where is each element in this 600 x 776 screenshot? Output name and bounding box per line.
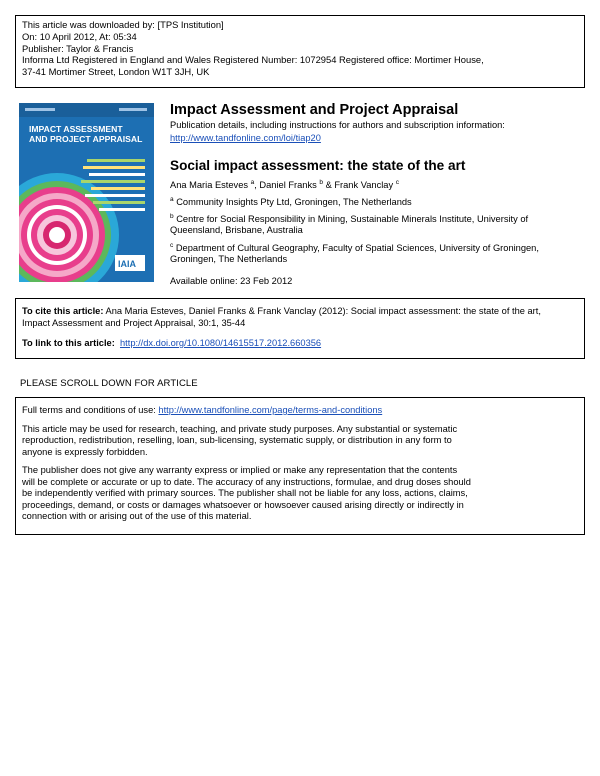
affiliation-c: $^c$ Department of Cultural Geography, Faculty of Spatial Sciences, University of Groningen, Groningen, The Netherlands	[170, 241, 539, 264]
download-date: On: 10 April 2012, At: 05:34	[22, 30, 137, 42]
publication-details: Publication details, including instructions for authors and subscription information:	[170, 120, 505, 130]
journal-link[interactable]: http://www.tandfonline.com/loi/tiap20	[170, 132, 321, 143]
journal-title: Impact Assessment and Project Appraisal	[170, 102, 459, 118]
terms-link[interactable]: http://www.tandfonline.com/page/terms-and-conditions	[158, 405, 383, 415]
author-name: & Frank Vanclay	[323, 180, 394, 190]
citation-text: To cite this article: Ana Maria Esteves, Daniel Franks & Frank Vanclay (2012): Social impact assessment: the state of the art, Impact Assessment and Project Appraisal, 30:1, 35-44	[22, 306, 541, 328]
article-title: Social impact assessment: the state of the art	[170, 158, 466, 173]
registration: Informa Ltd Registered in England and Wales Registered Number: 1072954 Registered office: Mortimer House,	[22, 54, 484, 66]
terms-link-row: Full terms and conditions of use: http://www.tandfonline.com/page/terms-and-conditions	[22, 405, 383, 415]
affiliation-b: $^b$ Centre for Social Responsibility in Mining, Sustainable Minerals Institute, University of Queensland, Brisbane, Australia	[170, 213, 529, 236]
cover-title-line2: AND PROJECT APPRAISAL	[29, 134, 143, 144]
authors	[170, 180, 585, 191]
author-name: , Daniel Franks	[254, 180, 317, 190]
affiliation-marker: c	[170, 241, 174, 249]
terms-box	[15, 397, 585, 535]
author-name: Ana Maria Esteves	[170, 180, 249, 190]
article-link-row	[22, 338, 578, 350]
publisher: Publisher: Taylor & Francis	[22, 42, 134, 54]
author-affiliation-marker: c	[395, 178, 399, 186]
author-affiliation-marker: a	[250, 178, 255, 186]
download-info-box	[15, 15, 585, 88]
address: 37-41 Mortimer Street, London W1T 3JH, UK	[22, 66, 210, 78]
link-label: To link to this article:	[22, 338, 115, 348]
available-online-date: Available online: 23 Feb 2012	[170, 276, 293, 287]
cover-title-line1: IMPACT ASSESSMENT	[29, 124, 123, 134]
cover-logo: IAIA	[118, 259, 136, 269]
affiliation-marker: b	[170, 213, 174, 221]
disclaimer-paragraph: The publisher does not give any warranty express or implied or make any representation that the contents will be complete or accurate or up to date. The accuracy of any instructions, formulae, and drug doses should be independently verified with primary sources. The publisher shall not be liable for any loss, actions, claims, proceedings, demand, or costs or damages whatsoever or howsoever caused arising directly or indirectly in connection with or arising out of the use of this material.	[22, 465, 471, 521]
author-affiliation-marker: b	[319, 178, 323, 186]
doi-link[interactable]: http://dx.doi.org/10.1080/14615517.2012.660356	[119, 338, 322, 348]
journal-cover-image	[19, 103, 154, 282]
download-line: This article was downloaded by: [TPS Institution]	[22, 19, 224, 30]
affiliation-a: $^a$ Community Insights Pty Ltd, Groningen, The Netherlands	[170, 195, 412, 207]
article-metadata	[170, 102, 585, 286]
scroll-down-notice: PLEASE SCROLL DOWN FOR ARTICLE	[20, 378, 198, 389]
cite-label: To cite this article:	[22, 306, 104, 316]
usage-paragraph: This article may be used for research, teaching, and private study purposes. Any substantial or systematic reproduction, redistribution, reselling, loan, sub-licensing, systematic supply, or distribution in any form to anyone is expressly forbidden.	[22, 423, 458, 457]
cover-art	[19, 103, 154, 282]
citation-box	[15, 298, 585, 359]
affiliation-marker: a	[170, 195, 174, 203]
